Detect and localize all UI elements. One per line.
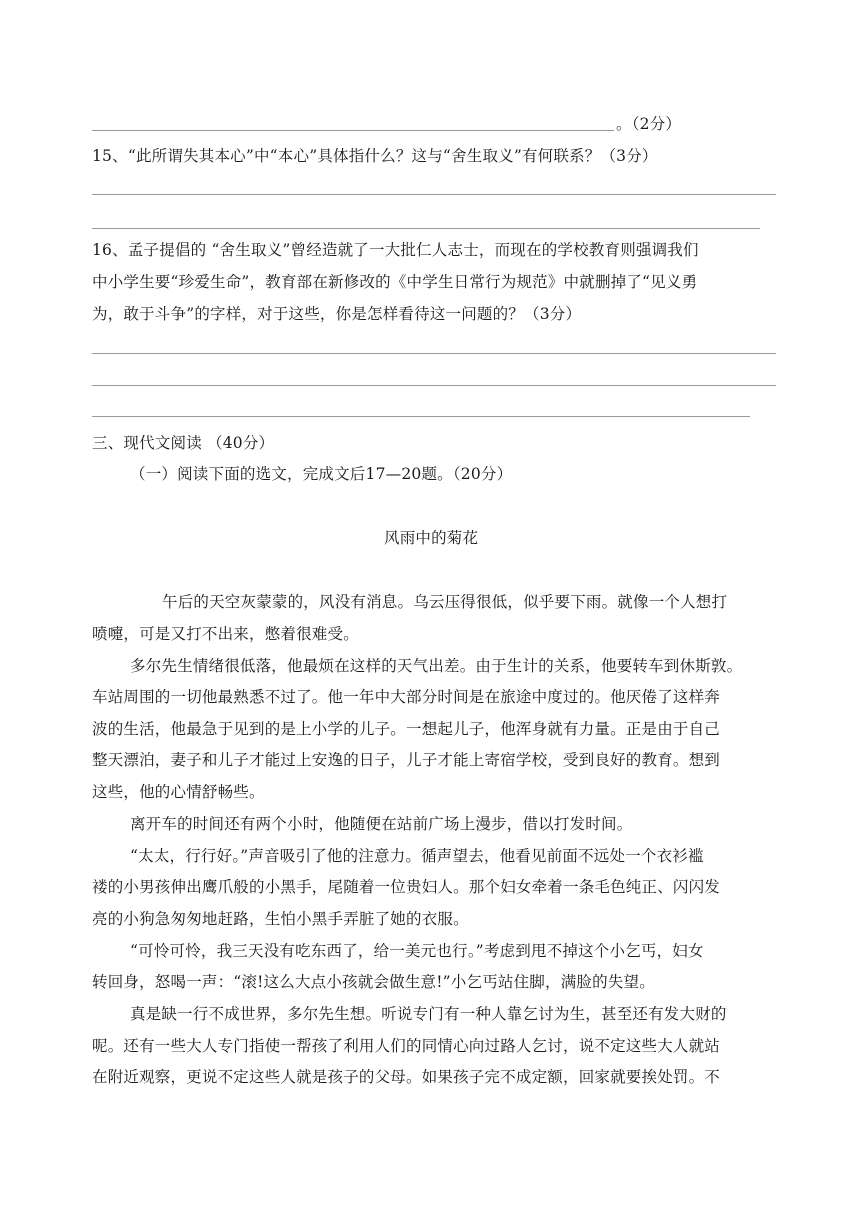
article-line: 亮的小狗急匆匆地赶路，生怕小黑手弄脏了她的衣服。 <box>92 910 469 928</box>
answer-line <box>92 194 776 195</box>
question-16-line-2: 中小学生要“珍爱生命”，教育部在新修改的《中学生日常行为规范》中就删掉了“见义勇 <box>92 273 698 291</box>
answer-line <box>92 385 776 386</box>
article-line: 褛的小男孩伸出鹰爪般的小黑手，尾随着一位贵妇人。那个妇女牵着一条毛色纯正、闪闪发 <box>92 878 721 896</box>
section-subheading: （一）阅读下面的选文，完成文后17—20题。（20分） <box>130 465 513 483</box>
article-line: 呢。还有一些大人专门指使一帮孩了利用人们的同情心向过路人乞讨，说不定这些大人就站 <box>92 1037 721 1055</box>
article-line: 午后的天空灰蒙蒙的，风没有消息。乌云压得很低，似乎要下雨。就像一个人想打 <box>162 593 728 611</box>
article-line: “太太，行行好。”声音吸引了他的注意力。循声望去，他看见前面不远处一个衣衫褴 <box>130 847 704 865</box>
question-15: 15、“此所谓失其本心”中“本心”具体指什么？这与“舍生取义”有何联系？（3分） <box>92 147 658 165</box>
question-16-line-3: 为，敢于斗争”的字样，对于这些，你是怎样看待这一问题的？（3分） <box>92 305 582 323</box>
answer-line <box>92 353 776 354</box>
article-line: 车站周围的一切他最熟悉不过了。他一年中大部分时间是在旅途中度过的。他厌倦了这样奔 <box>92 688 721 706</box>
article-line: 真是缺一行不成世界，多尔先生想。听说专门有一种人靠乞讨为生，甚至还有发大财的 <box>130 1005 727 1023</box>
answer-line <box>92 416 750 417</box>
answer-line <box>92 228 760 229</box>
article-line: 喷嚏，可是又打不出来，憋着很难受。 <box>92 625 359 643</box>
article-line: 转回身，怒喝一声：“滚!这么大点小孩就会做生意!”小乞丐站住脚，满脸的失望。 <box>92 973 655 991</box>
answer-line <box>92 130 614 131</box>
article-line: 离开车的时间还有两个小时，他随便在站前广场上漫步，借以打发时间。 <box>130 815 633 833</box>
article-title: 风雨中的菊花 <box>384 529 479 547</box>
q14-score: 。（2分） <box>616 115 682 133</box>
article-line: 波的生活，他最急于见到的是上小学的儿子。一想起儿子，他浑身就有力量。正是由于自己 <box>92 720 721 738</box>
article-line: 多尔先生情绪很低落，他最烦在这样的天气出差。由于生计的关系，他要转车到休斯敦。 <box>130 657 743 675</box>
article-line: 整天漂泊，妻子和儿子才能过上安逸的日子，儿子才能上寄宿学校，受到良好的教育。想到 <box>92 751 721 769</box>
section-heading: 三、现代文阅读 （40分） <box>92 434 275 452</box>
article-line: 在附近观察，更说不定这些人就是孩子的父母。如果孩子完不成定额，回家就要挨处罚。不 <box>92 1068 721 1086</box>
question-16-line-1: 16、孟子提倡的 “舍生取义”曾经造就了一大批仁人志士，而现在的学校教育则强调我们 <box>92 241 699 259</box>
article-line: 这些，他的心情舒畅些。 <box>92 783 265 801</box>
article-line: “可怜可怜，我三天没有吃东西了，给一美元也行。”考虑到甩不掉这个小乞丐，妇女 <box>130 942 704 960</box>
